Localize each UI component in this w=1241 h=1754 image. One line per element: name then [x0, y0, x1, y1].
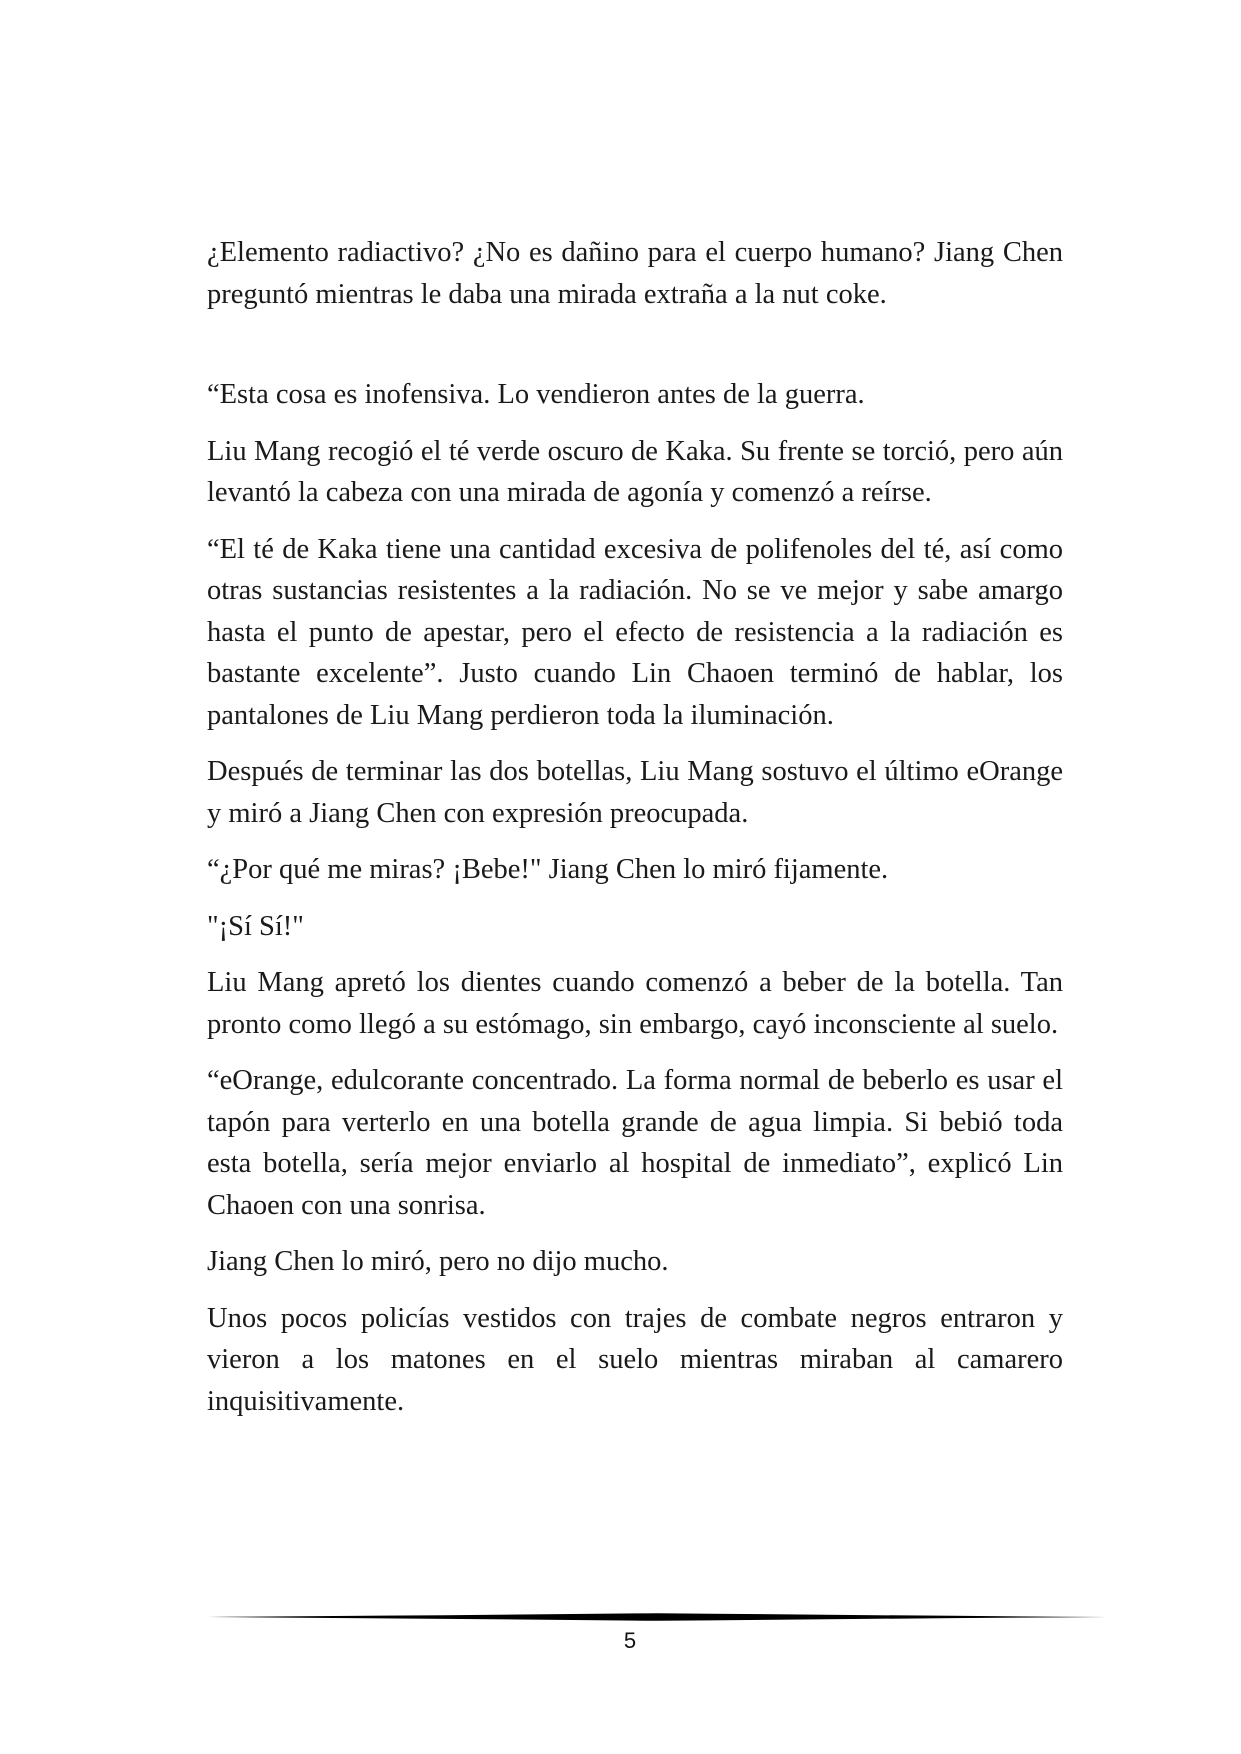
paragraph: “El té de Kaka tiene una cantidad excesiva de polifenoles del té, así como otras sustancias resistentes a la radiación. No se ve mejor y sabe amargo hasta el punto de apestar, pero el efecto de resistencia a la radiación es bastante excelente”. Justo cuando Lin Chaoen terminó de hablar, los pantalones de Liu Mang perdieron toda la iluminación. — [207, 533, 1063, 731]
paragraph: ¿Elemento radiactivo? ¿No es dañino para el cuerpo humano? Jiang Chen preguntó mientras le daba una mirada extraña a la nut coke. — [207, 237, 1063, 310]
footer-rule — [207, 1612, 1106, 1622]
paragraph: “eOrange, edulcorante concentrado. La forma normal de beberlo es usar el tapón para verterlo en una botella grande de agua limpia. Si bebió toda esta botella, sería mejor enviarlo al hospital de inmediato”, explicó Lin Chaoen con una sonrisa. — [207, 1065, 1063, 1221]
paragraph: Jiang Chen lo miró, pero no dijo mucho. — [207, 1246, 669, 1277]
paragraph: Unos pocos policías vestidos con trajes de combate negros entraron y vieron a los matones en el suelo mientras miraban al camarero inquisitivamente. — [207, 1302, 1063, 1417]
page-number: 5 — [623, 1628, 637, 1653]
paragraph: Liu Mang recogió el té verde oscuro de Kaka. Su frente se torció, pero aún levantó la cabeza con una mirada de agonía y comenzó a reírse. — [207, 435, 1063, 508]
paragraph: “Esta cosa es inofensiva. Lo vendieron antes de la guerra. — [207, 379, 865, 410]
paragraph: "¡Sí Sí!" — [207, 910, 304, 942]
paragraph: Liu Mang apretó los dientes cuando comenzó a beber de la botella. Tan pronto como llegó a su estómago, sin embargo, cayó inconsciente al suelo. — [207, 967, 1063, 1040]
paragraph: Después de terminar las dos botellas, Liu Mang sostuvo el último eOrange y miró a Jiang Chen con expresión preocupada. — [207, 756, 1063, 829]
text-body — [207, 232, 1063, 1437]
paragraph: “¿Por qué me miras? ¡Bebe!" Jiang Chen lo miró fijamente. — [207, 854, 889, 885]
